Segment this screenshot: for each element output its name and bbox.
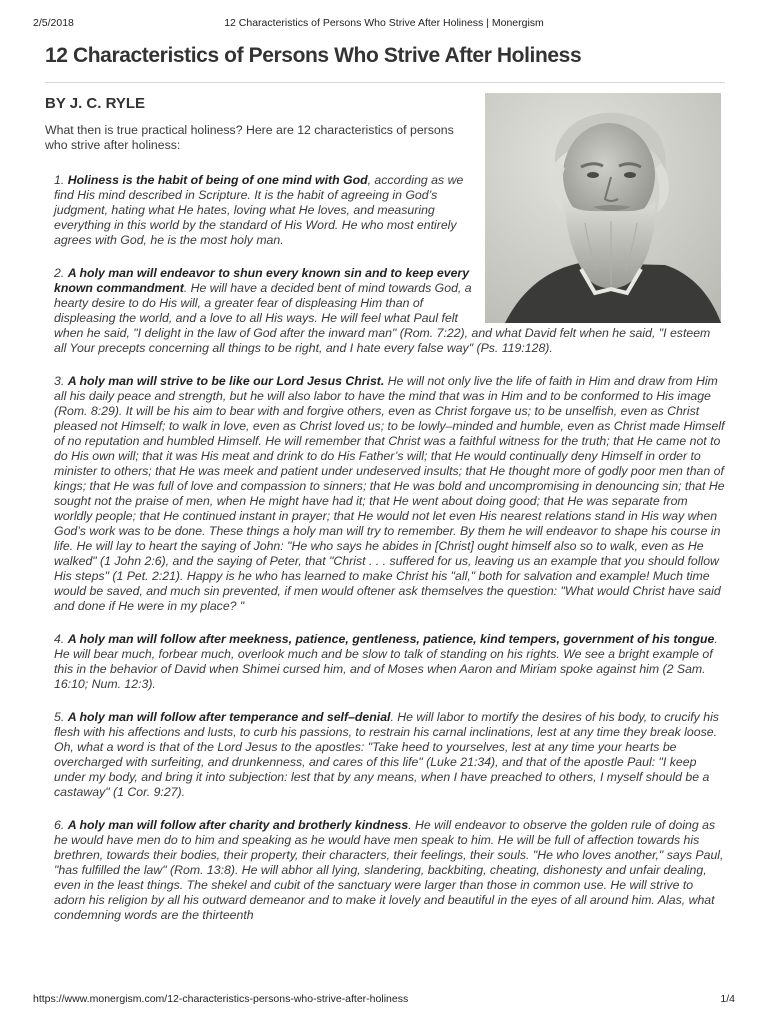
- item-body: . He will have a decided bent of mind towards God, a hearty desire to do His will, a greater fear of displeasing Him than of displeasing the world, and a love to all His ways. He will feel what Paul felt when he said, "I delight in the law of God after the inward man" (Rom. 7:22), and what David felt when he said, "I esteem all Your precepts concerning all things to be right, and I hate every false way" (Ps. 119:128).: [54, 281, 711, 355]
- article-intro: What then is true practical holiness? Here are 12 characteristics of persons who strive after holiness:: [45, 123, 454, 152]
- characteristic-3: [45, 374, 725, 614]
- title-divider: [45, 82, 725, 83]
- characteristic-6: [45, 818, 725, 923]
- print-date: 2/5/2018: [33, 17, 74, 29]
- item-body: He will not only live the life of faith in Him and draw from Him all his daily peace and strength, but he will also labor to have the mind that was in Him and to be conformed to His image (Rom. 8:29). It will be his aim to bear with and forgive others, even as Christ forgave us; to be unselfish, even as Christ pleased not Himself; to walk in love, even as Christ loved us; to be lowly–minded and humble, even as Christ made Himself of no reputation and humbled Himself. He will remember that Christ was a faithful witness for the truth; that He came not to do His own will; that it was His meat and drink to do His Father’s will; that He would continually deny Himself in order to minister to others; that He was meek and patient under undeserved insults; that He thought more of godly poor men than of kings; that He was full of love and compassion to sinners; that He was bold and uncompromising in denouncing sin; that He sought not the praise of men, when He might have had it; that He went about doing good; that He was separate from worldly people; that He continued instant in prayer; that He would not let even His nearest relations stand in His way when God’s work was to be done. These things a holy man will try to remember. By them he will endeavor to shape his course in life. He will lay to heart the saying of John: "He who says he abides in [Christ] ought himself also so to walk, even as He walked" (1 John 2:6), and the saying of Peter, that "Christ . . . suffered for us, leaving us an example that you should follow His steps" (1 Pet. 2:21). Happy is he who has learned to make Christ his "all," both for salvation and example! Much time would be saved, and much sin prevented, if men would oftener ask themselves the question: "What would Christ have said and done if He were in my place? ": [54, 374, 725, 613]
- item-heading: Holiness is the habit of being of one mind with God: [67, 173, 368, 187]
- print-header: [33, 17, 735, 31]
- item-heading: A holy man will follow after meekness, patience, gentleness, patience, kind tempers, government of his tongue: [67, 632, 715, 646]
- print-url: https://www.monergism.com/12-characteristics-persons-who-strive-after-holiness: [33, 993, 409, 1005]
- print-footer: [33, 993, 735, 1007]
- print-page-title: 12 Characteristics of Persons Who Strive After Holiness | Monergism: [224, 17, 544, 29]
- item-number: 2.: [54, 266, 68, 280]
- page-number: 1/4: [720, 993, 735, 1005]
- item-body: . He will bear much, forbear much, overlook much and be slow to talk of standing on his rights. We see a bright example of this in the behavior of David when Shimei cursed him, and of Moses when Aaron and Miriam spoke against him (2 Sam. 16:10; Num. 12:3).: [54, 632, 718, 691]
- item-number: 4.: [54, 632, 68, 646]
- item-heading: A holy man will follow after temperance and self–denial: [67, 710, 391, 724]
- characteristic-4: [45, 632, 725, 692]
- item-body: . He will endeavor to observe the golden rule of doing as he would have men do to him and speaking as he would have men speak to him. He will be full of affection towards his brethren, towards their bodies, their property, their characters, their feelings, their souls. "He who loves another," says Paul, "has fulfilled the law" (Rom. 13:8). He will abhor all lying, slandering, backbiting, cheating, dishonesty and unfair dealing, even in the least things. The shekel and cubit of the sanctuary were larger than those in common use. He will strive to adorn his religion by all his outward demeanor and to make it lovely and beautiful in the eyes of all around him. Alas, what condemning words are the thirteenth: [54, 818, 724, 922]
- item-number: 3.: [54, 374, 68, 388]
- item-body: , according as we find His mind described in Scripture. It is the habit of agreeing in God’s judgment, hating what He hates, loving what He loves, and measuring everything in this world by the standard of His Word. He who most entirely agrees with God, he is the most holy man.: [54, 173, 464, 247]
- item-heading: A holy man will follow after charity and brotherly kindness: [67, 818, 409, 832]
- characteristic-5: [45, 710, 725, 800]
- portrait-spacer: [485, 123, 725, 321]
- item-number: 5.: [54, 710, 68, 724]
- item-number: 1.: [54, 173, 68, 187]
- item-heading: A holy man will endeavor to shun every known sin and to keep every known commandment: [54, 266, 470, 295]
- article-title: 12 Characteristics of Persons Who Strive After Holiness: [45, 44, 582, 67]
- article-body: [45, 123, 725, 941]
- item-number: 6.: [54, 818, 68, 832]
- author-byline: BY J. C. RYLE: [45, 95, 146, 112]
- item-body: . He will labor to mortify the desires of his body, to crucify his flesh with his affections and lusts, to curb his passions, to restrain his carnal inclinations, lest at any time they break loose. Oh, what a word is that of the Lord Jesus to the apostles: "Take heed to yourselves, lest at any time your hearts be overcharged with surfeiting, and drunkenness, and cares of this life" (Luke 21:34), and that of the apostle Paul: "I keep under my body, and bring it into subjection: lest that by any means, when I have preached to others, I myself should be a castaway" (1 Cor. 9:27).: [54, 710, 719, 799]
- item-heading: A holy man will strive to be like our Lord Jesus Christ.: [67, 374, 385, 388]
